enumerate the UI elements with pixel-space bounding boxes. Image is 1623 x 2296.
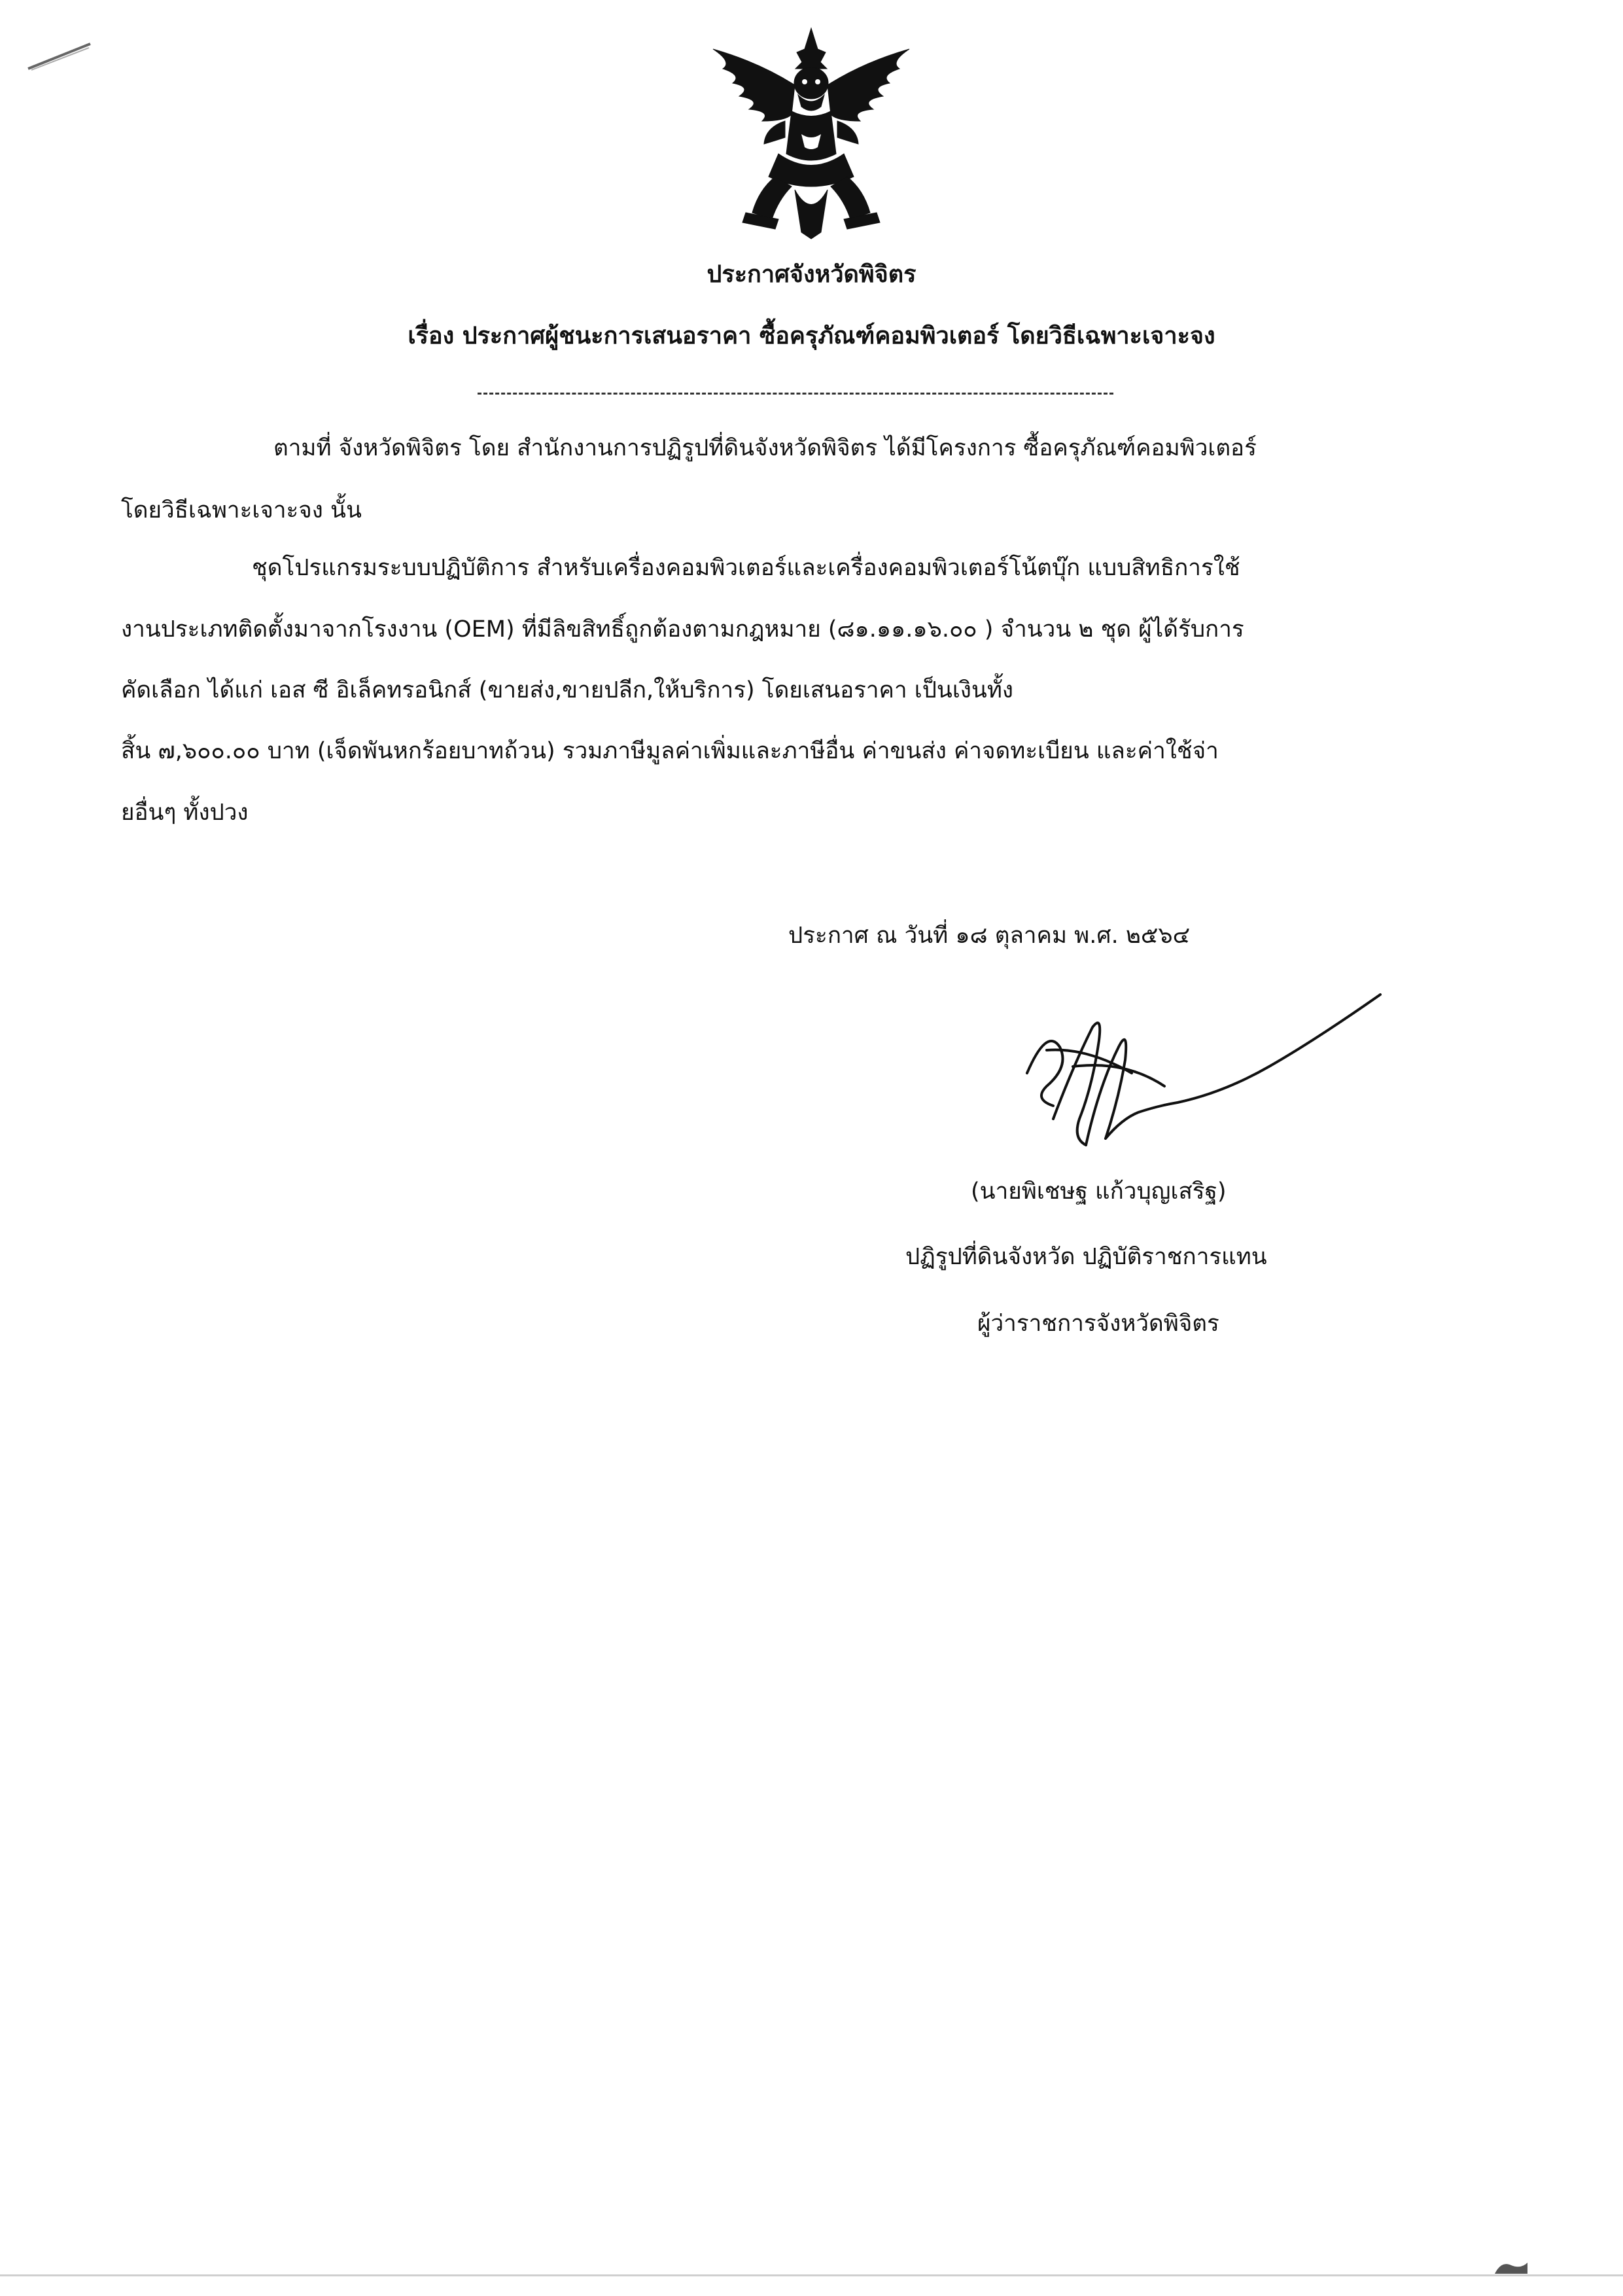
signatory-on-behalf: ผู้ว่าราชการจังหวัดพิจิตร (977, 1311, 1219, 1337)
body-paragraph-2-line-5: ยอื่นๆ ทั้งปวง (121, 800, 249, 826)
announcement-date: ประกาศ ณ วันที่ ๑๘ ตุลาคม พ.ศ. ๒๕๖๔ (788, 923, 1191, 949)
title-divider (478, 393, 1113, 395)
signatory-position: ปฏิรูปที่ดินจังหวัด ปฏิบัติราชการแทน (905, 1244, 1267, 1270)
body-paragraph-2-line-2: งานประเภทติดตั้งมาจากโรงงาน (OEM) ที่มีลิขสิทธิ์ถูกต้องตามกฎหมาย (๘๑.๑๑.๑๖.๐๐ ) จำนวน ๒ ชุด ผู้ได้รับการ (121, 616, 1244, 643)
document-title: ประกาศจังหวัดพิจิตร (707, 261, 916, 288)
pen-mark-icon (25, 36, 97, 75)
body-paragraph-2-line-1: ชุดโปรแกรมระบบปฏิบัติการ สำหรับเครื่องคอมพิวเตอร์และเครื่องคอมพิวเตอร์โน้ตบุ๊ก แบบสิทธิการใช้ (252, 555, 1240, 581)
body-paragraph-2-line-4: สิ้น ๗,๖๐๐.๐๐ บาท (เจ็ดพันหกร้อยบาทถ้วน) รวมภาษีมูลค่าเพิ่มและภาษีอื่น ค่าขนส่ง ค่าจดทะเบียน และค่าใช้จ่า (121, 738, 1219, 764)
garuda-emblem-icon (687, 23, 935, 242)
body-paragraph-1-line-1: ตามที่ จังหวัดพิจิตร โดย สำนักงานการปฏิรูปที่ดินจังหวัดพิจิตร ได้มีโครงการ ซื้อครุภัณฑ์คอมพิวเตอร์ (273, 435, 1257, 461)
signatory-name: (นายพิเชษฐ แก้วบุญเสริฐ) (971, 1178, 1227, 1205)
scan-edge (0, 2274, 1623, 2276)
body-paragraph-2-line-3: คัดเลือก ได้แก่ เอส ซี อิเล็คทรอนิกส์ (ขายส่ง,ขายปลีก,ให้บริการ) โดยเสนอราคา เป็นเงินทั้ง (121, 677, 1013, 703)
document-subject: เรื่อง ประกาศผู้ชนะการเสนอราคา ซื้อครุภัณฑ์คอมพิวเตอร์ โดยวิธีเฉพาะเจาะจง (408, 323, 1215, 349)
signature-icon (1007, 988, 1393, 1171)
body-paragraph-1-line-2: โดยวิธีเฉพาะเจาะจง นั้น (121, 497, 362, 523)
